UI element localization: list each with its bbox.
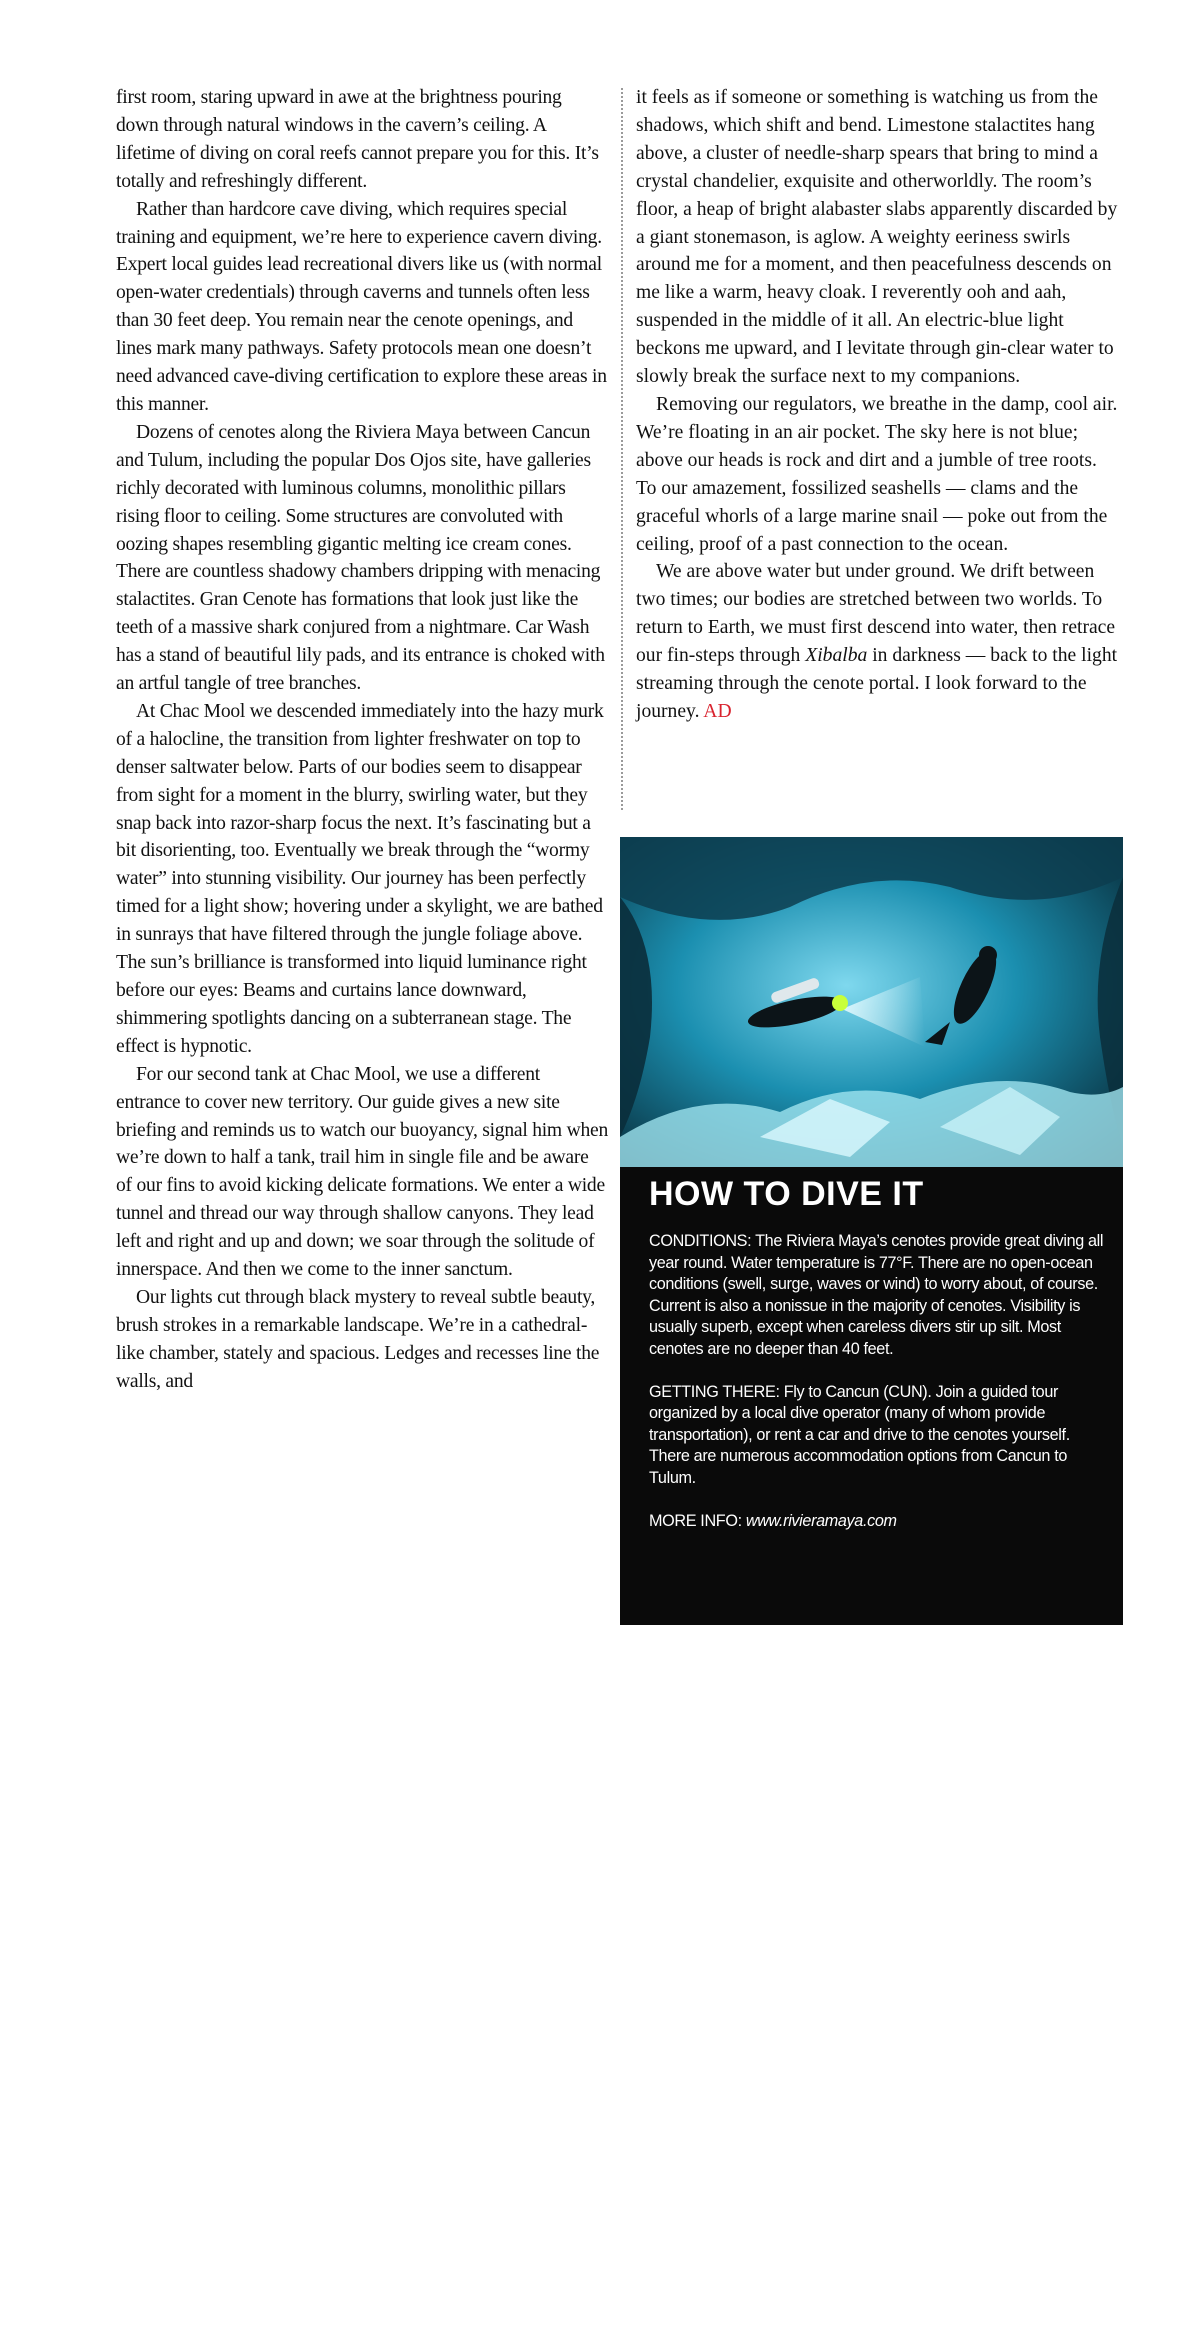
- column-divider: [621, 88, 623, 810]
- footer-website: www.alertdiver.com: [972, 2325, 1077, 2339]
- page-number: 81b: [1095, 2323, 1123, 2340]
- article-paragraph: Our lights cut through black mystery to reveal subtle beauty, brush strokes in a remarkable landscape. We’re in a cathedral-like chamber, stately and spacious. Ledges and recesses line the walls, and: [116, 1286, 600, 1392]
- article-paragraph: At Chac Mool we descended immediately into the hazy murk of a halocline, the transition from lighter freshwater on top to denser saltwater below. Parts of our bodies seem to disappear from sight for a moment in the blurry, swirling water, but they snap back into razor-sharp focus the next. It’s fascinating but a bit disorienting, too. Eventually we break through the “wormy water” into stunning visibility. Our journey has been perfectly timed for a light show; hovering under a skylight, we are bathed in sunrays that have filtered through the jungle foliage above. The sun’s brilliance is transformed into liquid luminance right before our eyes: Beams and curtains lance downward, shimmering spotlights dancing on a subterranean stage. The effect is hypnotic.: [116, 700, 604, 1057]
- paragraph-text: in darkness — back to the light streaming through the cenote portal. I look forward to the journey.: [636, 645, 1118, 722]
- article-paragraph: Rather than hardcore cave diving, which requires special training and equipment, we’re here to experience cavern diving. Expert local guides lead recreational divers like us (with normal open-water credentials) through caverns and tunnels often less than 30 feet deep. You remain near the cenote openings, and lines mark many pathways. Safety protocols mean one doesn’t need advanced cave-diving certification to explore these areas in this manner.: [116, 198, 607, 415]
- article-paragraph: For our second tank at Chac Mool, we use a different entrance to cover new territory. Our guide gives a new site briefing and reminds us to watch our buoyancy, signal him when we’re down to half a tank, trail him in single file and be aware of our fins to avoid kicking delicate formations. We enter a wide tunnel and thread our way through shallow canyons. They lead left and right and up and down; we soar through the solitude of innerspace. And then we come to the inner sanctum.: [116, 1063, 609, 1281]
- page-footer: [973, 2323, 1123, 2341]
- sidebar-title: HOW TO DIVE IT: [649, 1175, 924, 1213]
- italic-term-xibalba: Xibalba: [805, 645, 868, 667]
- article-paragraph: Dozens of cenotes along the Riviera Maya between Cancun and Tulum, including the popular Dos Ojos site, have galleries richly decorated with luminous columns, monolithic pillars rising floor to ceiling. Some structures are convoluted with oozing shapes resembling gigantic melting ice cream cones. There are countless shadowy chambers dripping with menacing stalactites. Gran Cenote has formations that look just like the teeth of a massive shark conjured from a nightmare. Car Wash has a stand of beautiful lily pads, and its entrance is choked with an artful tangle of tree branches.: [116, 421, 605, 695]
- paragraph-text: We are above water but under ground. We drift between two times; our bodies are stretched between two worlds. To return to Earth, we must first descend into water, then retrace our fin-steps through: [636, 561, 1116, 667]
- article-right-column: [636, 84, 1118, 726]
- article-paragraph: Removing our regulators, we breathe in the damp, cool air. We’re floating in an air pocket. The sky here is not blue; above our heads is rock and dirt and a jumble of tree roots. To our amazement, fossilized seashells — clams and the graceful whorls of a large marine snail — poke out from the ceiling, proof of a past connection to the ocean.: [636, 393, 1118, 555]
- diver-head: [832, 995, 848, 1011]
- cenote-divers-photo: [620, 837, 1123, 1167]
- more-info-label: MORE INFO:: [649, 1511, 746, 1530]
- sidebar-body: [649, 1231, 1104, 1554]
- article-paragraph: first room, staring upward in awe at the brightness pouring down through natural windows in the cavern’s ceiling. A lifetime of diving on coral reefs cannot prepare you for this. It’s totally and refreshingly different.: [116, 87, 599, 192]
- footer-separator: |: [1084, 2325, 1088, 2339]
- conditions-paragraph: CONDITIONS: The Riviera Maya’s cenotes provide great diving all year round. Water temperature is 77°F. There are no open-ocean conditions (swell, surge, waves or wind) to worry about, of course. Current is also a nonissue in the majority of cenotes. Visibility is usually superb, except when careless divers stir up silt. Most cenotes are no deeper than 40 feet.: [649, 1232, 1104, 1358]
- how-to-dive-it-sidebar: [620, 837, 1123, 2340]
- article-paragraph-final: [636, 558, 1118, 725]
- article-left-column: [116, 84, 608, 1396]
- diver-head: [979, 946, 997, 964]
- more-info-paragraph: [649, 1511, 1104, 1533]
- signoff-mark: AD: [703, 700, 732, 722]
- getting-there-paragraph: GETTING THERE: Fly to Cancun (CUN). Join a guided tour organized by a local dive operator (many of whom provide transportation), or rent a car and drive to the cenotes yourself. There are numerous accommodation options from Cancun to Tulum.: [649, 1382, 1070, 1487]
- more-info-link[interactable]: www.rivieramaya.com: [745, 1511, 897, 1530]
- article-paragraph: it feels as if someone or something is watching us from the shadows, which shift and bend. Limestone stalactites hang above, a cluster of needle-sharp spears that bring to mind a crystal chandelier, exquisite and otherworldly. The room’s floor, a heap of bright alabaster slabs apparently discarded by a giant stonemason, is aglow. A weighty eeriness swirls around me for a moment, and then peacefulness descends on me like a warm, heavy cloak. I reverently ooh and aah, suspended in the middle of it all. An electric-blue light beckons me upward, and I levitate through gin-clear water to slowly break the surface next to my companions.: [636, 87, 1118, 388]
